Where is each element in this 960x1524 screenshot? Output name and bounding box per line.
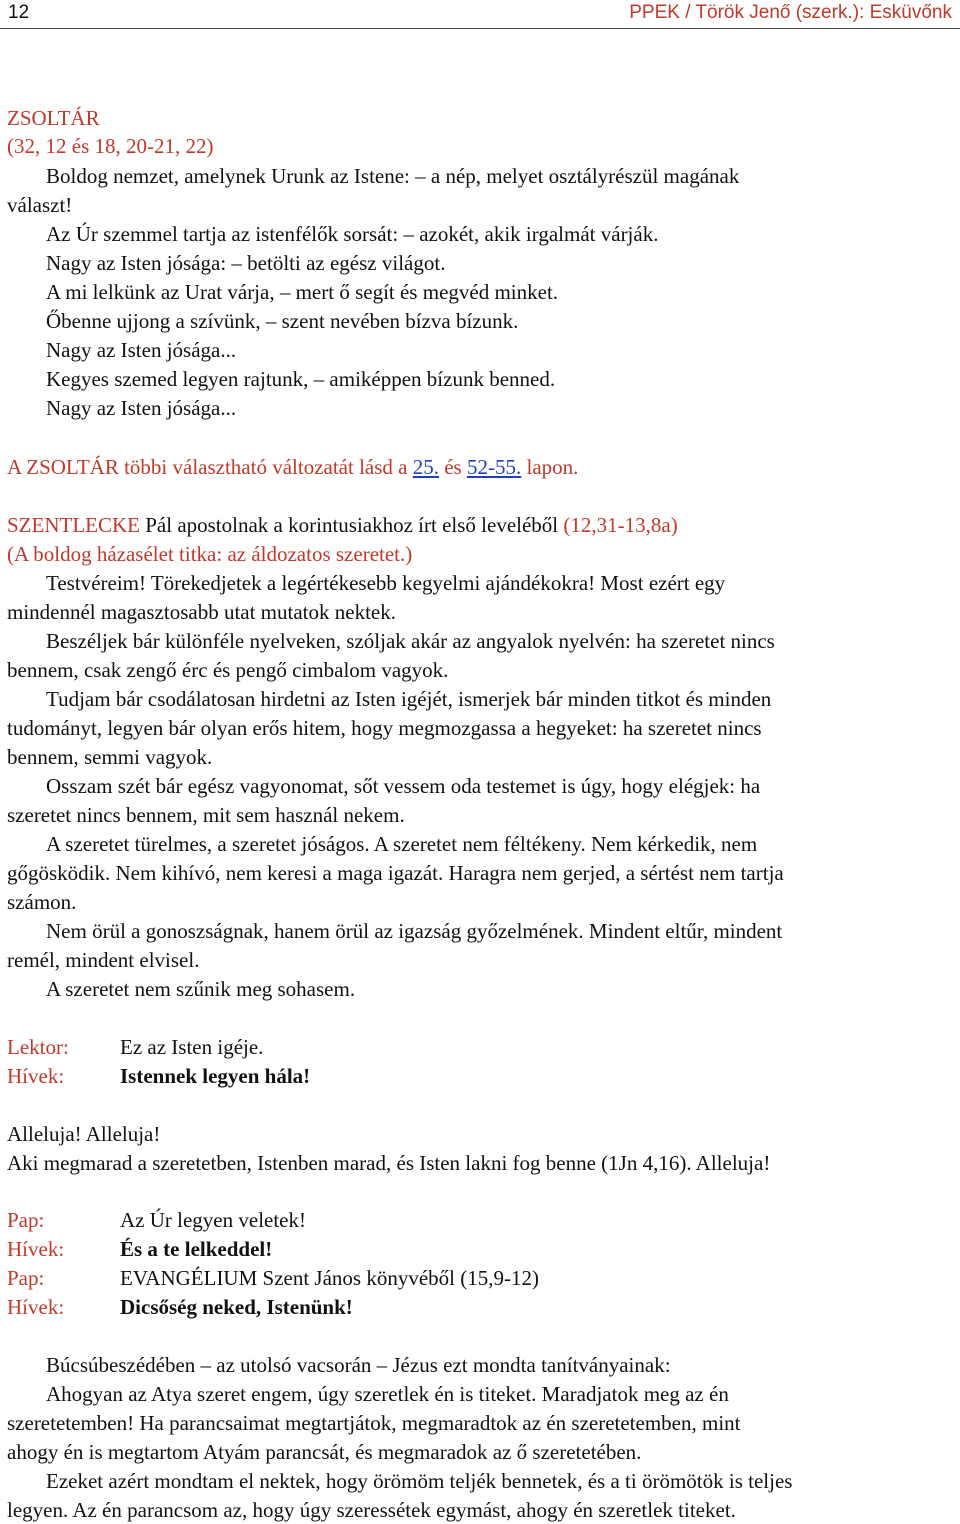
reading-reference: (12,31-13,8a) xyxy=(563,513,678,537)
reading-title: SZENTLECKE xyxy=(7,513,140,537)
psalm-line: Az Úr szemmel tartja az istenfélők sorsát: – azokét, akik irgalmát várják. xyxy=(46,222,659,246)
reading-line: szeretet nincs bennem, mit sem használ nekem. xyxy=(7,803,405,827)
psalm-note-text: és xyxy=(438,455,467,479)
reading-line: tudományt, legyen bár olyan erős hitem, hogy megmozgassa a hegyeket: ha szeretet nincs xyxy=(7,716,762,740)
page-link-25[interactable]: 25. xyxy=(412,455,439,479)
reading-line: mindennél magasztosabb utat mutatok nektek. xyxy=(7,600,396,624)
page-header xyxy=(0,0,960,29)
page-link-52-55[interactable]: 52-55. xyxy=(466,455,522,479)
psalm-note-text: lapon. xyxy=(521,455,579,479)
gospel-line: ahogy én is megtartom Atyám parancsát, és megmaradok az ő szeretetében. xyxy=(7,1440,642,1464)
speaker-label-hivek: Hívek: xyxy=(7,1237,65,1261)
gospel-line: szeretetemben! Ha parancsaimat megtartjátok, megmaradtok az én szeretetemben, mint xyxy=(7,1411,741,1435)
psalm-response: Nagy az Isten jósága... xyxy=(46,396,237,420)
reading-line: Nem örül a gonoszságnak, hanem örül az igazság győzelmének. Mindent eltűr, mindent xyxy=(46,919,783,943)
lektor-text: Ez az Isten igéje. xyxy=(120,1035,264,1059)
reading-line: Osszam szét bár egész vagyonomat, sőt vessem oda testemet is úgy, hogy elégjek: ha xyxy=(46,774,761,798)
reading-subtitle: (A boldog házasélet titka: az áldozatos szeretet.) xyxy=(7,542,413,566)
reading-line: Testvéreim! Törekedjetek a legértékesebb kegyelmi ajándékokra! Most ezért egy xyxy=(46,571,726,595)
gospel-line: Búcsúbeszédében – az utolsó vacsorán – Jézus ezt mondta tanítványainak: xyxy=(46,1353,671,1377)
gospel-heading: EVANGÉLIUM Szent János könyvéből (15,9-12) xyxy=(120,1266,539,1290)
reading-line: A szeretet nem szűnik meg sohasem. xyxy=(46,977,356,1001)
gospel-line: legyen. Az én parancsom az, hogy úgy szeressétek egymást, ahogy én szeretlek titeket. xyxy=(7,1498,736,1522)
reading-line: bennem, csak zengő érc és pengő cimbalom vagyok. xyxy=(7,658,449,682)
speaker-label-hivek: Hívek: xyxy=(7,1295,65,1319)
reading-line: A szeretet türelmes, a szeretet jóságos. A szeretet nem féltékeny. Nem kérkedik, nem xyxy=(46,832,758,856)
psalm-line: Őbenne ujjong a szívünk, – szent nevében bízva bízunk. xyxy=(46,309,519,333)
reading-line: gőgösködik. Nem kihívó, nem keresi a maga igazát. Haragra nem gerjed, a sértést nem tartja xyxy=(7,861,784,885)
alleluia-line: Alleluja! Alleluja! xyxy=(7,1122,161,1146)
reading-line: remél, mindent elvisel. xyxy=(7,948,200,972)
running-title: PPEK / Török Jenő (szerk.): Esküvőnk xyxy=(629,2,952,23)
psalm-response: Nagy az Isten jósága: – betölti az egész világot. xyxy=(46,251,446,275)
reading-line: Beszéljek bár különféle nyelveken, szóljak akár az angyalok nyelvén: ha szeretet nincs xyxy=(46,629,775,653)
reading-line: bennem, semmi vagyok. xyxy=(7,745,213,769)
hivek-response: Istennek legyen hála! xyxy=(120,1064,311,1088)
pap-text: Az Úr legyen veletek! xyxy=(120,1208,306,1232)
psalm-note xyxy=(7,453,578,481)
speaker-label-pap: Pap: xyxy=(7,1208,45,1232)
psalm-line: Boldog nemzet, amelynek Urunk az Istene: – a nép, melyet osztályrészül magának xyxy=(46,164,740,188)
reading-line: számon. xyxy=(7,890,77,914)
psalm-line: Kegyes szemed legyen rajtunk, – amiképpen bízunk benned. xyxy=(46,367,556,391)
hivek-response: Dicsőség neked, Istenünk! xyxy=(120,1295,353,1319)
psalm-reference: (32, 12 és 18, 20-21, 22) xyxy=(7,134,214,158)
psalm-title: ZSOLTÁR xyxy=(7,106,100,130)
page-number: 12 xyxy=(8,2,30,23)
speaker-label-lektor: Lektor: xyxy=(7,1035,69,1059)
psalm-line: választ! xyxy=(7,193,73,217)
speaker-label-hivek: Hívek: xyxy=(7,1064,65,1088)
gospel-line: Ahogyan az Atya szeret engem, úgy szeretlek én is titeket. Maradjatok meg az én xyxy=(46,1382,729,1406)
reading-source: Pál apostolnak a korintusiakhoz írt első leveléből xyxy=(139,513,564,537)
psalm-response: Nagy az Isten jósága... xyxy=(46,338,237,362)
hivek-response: És a te lelkeddel! xyxy=(120,1237,273,1261)
reading-line: Tudjam bár csodálatosan hirdetni az Isten igéjét, ismerjek bár minden titkot és minden xyxy=(46,687,772,711)
psalm-note-text: A ZSOLTÁR többi választható változatát lásd a xyxy=(7,455,413,479)
psalm-line: A mi lelkünk az Urat várja, – mert ő segít és megvéd minket. xyxy=(46,280,559,304)
alleluia-verse: Aki megmarad a szeretetben, Istenben marad, és Isten lakni fog benne (1Jn 4,16). Alleluja! xyxy=(7,1151,771,1175)
gospel-line: Ezeket azért mondtam el nektek, hogy örömöm teljék bennetek, és a ti örömötök is teljes xyxy=(46,1469,793,1493)
reading-title-line xyxy=(7,511,678,539)
speaker-label-pap: Pap: xyxy=(7,1266,45,1290)
